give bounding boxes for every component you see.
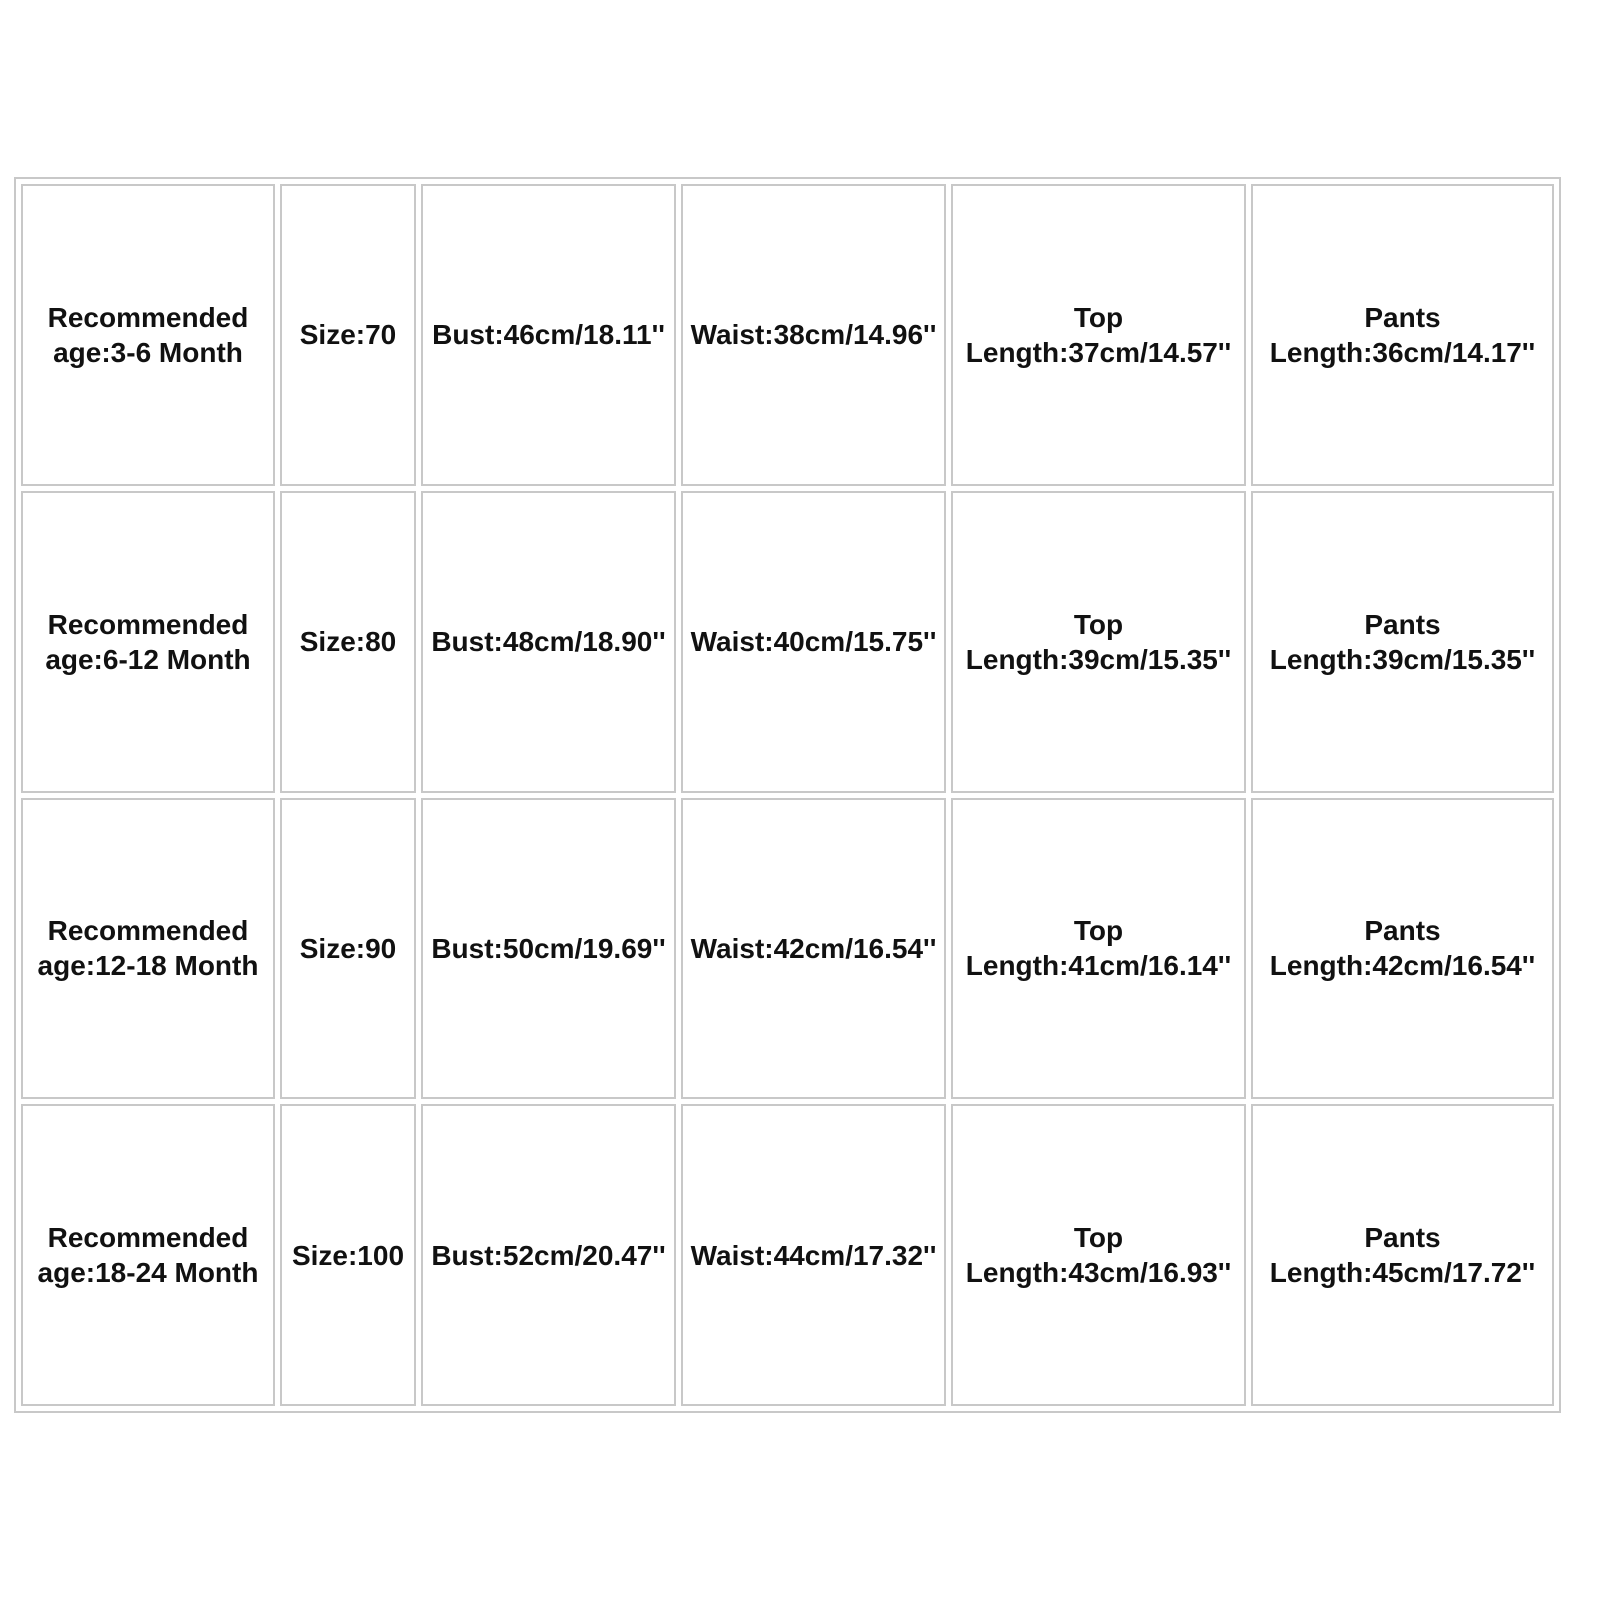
age-cell xyxy=(21,184,275,486)
table-row xyxy=(21,1104,1554,1406)
size-text: Size:100 xyxy=(291,1239,405,1271)
age-cell xyxy=(21,798,275,1100)
table-row xyxy=(21,491,1554,793)
pants-length-cell xyxy=(1251,184,1554,486)
top-length-cell xyxy=(951,184,1246,486)
bust-cell xyxy=(421,1104,676,1406)
waist-cell xyxy=(681,1104,946,1406)
table-row xyxy=(21,798,1554,1100)
top-length-cell xyxy=(951,1104,1246,1406)
pants-length-text: Pants Length:36cm/14.17'' xyxy=(1269,301,1536,368)
bust-cell xyxy=(421,491,676,793)
waist-cell xyxy=(681,491,946,793)
waist-cell xyxy=(681,184,946,486)
bust-text: Bust:46cm/18.11'' xyxy=(432,319,665,351)
bust-text: Bust:48cm/18.90'' xyxy=(431,626,666,658)
pants-length-text: Pants Length:42cm/16.54'' xyxy=(1269,915,1536,982)
age-text: Recommended age:3-6 Month xyxy=(47,301,249,368)
age-cell xyxy=(21,491,275,793)
waist-text: Waist:38cm/14.96'' xyxy=(690,319,937,351)
pants-length-text: Pants Length:45cm/17.72'' xyxy=(1269,1222,1536,1289)
waist-text: Waist:40cm/15.75'' xyxy=(690,626,937,658)
waist-cell xyxy=(681,798,946,1100)
top-length-cell xyxy=(951,491,1246,793)
waist-text: Waist:42cm/16.54'' xyxy=(690,932,937,964)
bust-cell xyxy=(421,798,676,1100)
bust-text: Bust:50cm/19.69'' xyxy=(431,932,666,964)
pants-length-cell xyxy=(1251,798,1554,1100)
age-text: Recommended age:18-24 Month xyxy=(37,1222,259,1289)
age-text: Recommended age:12-18 Month xyxy=(37,915,259,982)
size-cell xyxy=(280,798,416,1100)
table-row xyxy=(21,184,1554,486)
waist-text: Waist:44cm/17.32'' xyxy=(690,1239,937,1271)
top-length-text: Top Length:43cm/16.93'' xyxy=(965,1222,1232,1289)
bust-text: Bust:52cm/20.47'' xyxy=(431,1239,666,1271)
top-length-text: Top Length:39cm/15.35'' xyxy=(965,608,1232,675)
size-cell xyxy=(280,491,416,793)
size-text: Size:80 xyxy=(299,626,397,658)
pants-length-cell xyxy=(1251,491,1554,793)
top-length-text: Top Length:41cm/16.14'' xyxy=(965,915,1232,982)
size-text: Size:70 xyxy=(299,319,397,351)
pants-length-text: Pants Length:39cm/15.35'' xyxy=(1269,608,1536,675)
size-cell xyxy=(280,1104,416,1406)
pants-length-cell xyxy=(1251,1104,1554,1406)
size-text: Size:90 xyxy=(299,932,397,964)
bust-cell xyxy=(421,184,676,486)
top-length-cell xyxy=(951,798,1246,1100)
size-cell xyxy=(280,184,416,486)
size-chart-table xyxy=(14,177,1561,1413)
age-cell xyxy=(21,1104,275,1406)
age-text: Recommended age:6-12 Month xyxy=(45,608,251,675)
top-length-text: Top Length:37cm/14.57'' xyxy=(965,301,1232,368)
